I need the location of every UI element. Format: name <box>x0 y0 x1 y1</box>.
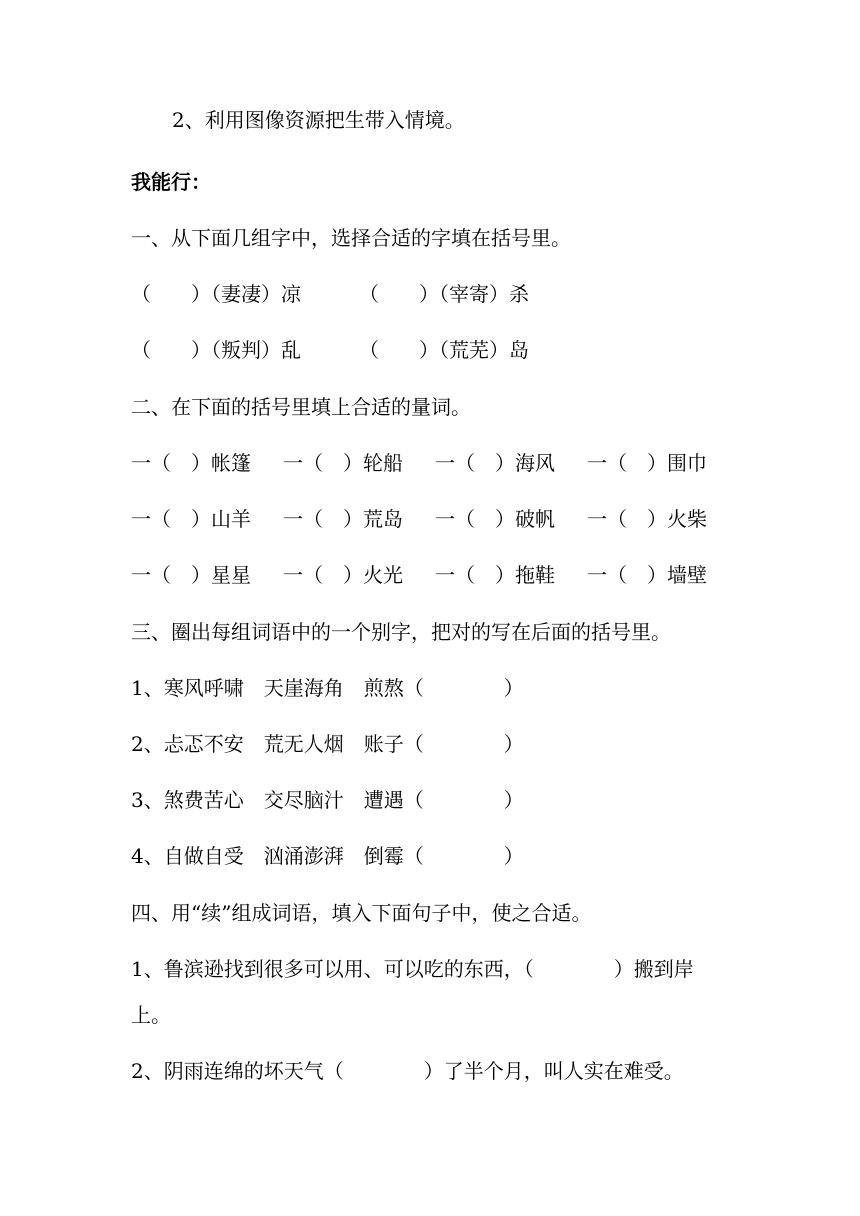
section-3-item: 3、煞费苦心 交尽脑汁 遭遇（ ） <box>131 788 524 812</box>
section-2-item: 一（ ）围巾 <box>587 451 707 475</box>
section-2-title: 二、在下面的括号里填上合适的量词。 <box>131 395 471 419</box>
intro-item-2: 2、利用图像资源把生带入情境。 <box>172 108 465 132</box>
section-2-item: 一（ ）墙壁 <box>587 563 707 587</box>
section-2-item: 一（ ）荒岛 <box>283 507 403 531</box>
section-4-item-1-line-1: 1、鲁滨逊找到很多可以用、可以吃的东西，（ ）搬到岸 <box>131 957 694 981</box>
section-2-item: 一（ ）轮船 <box>283 451 403 475</box>
section-2-item: 一（ ）星星 <box>131 563 251 587</box>
section-2-item: 一（ ）山羊 <box>131 507 251 531</box>
section-2-item: 一（ ）火柴 <box>587 507 707 531</box>
section-1-item: （ ）（荒芜）岛 <box>359 338 529 362</box>
section-4-item-2: 2、阴雨连绵的坏天气（ ）了半个月，叫人实在难受。 <box>131 1059 684 1083</box>
section-2-item: 一（ ）火光 <box>283 563 403 587</box>
section-3-item: 2、忐忑不安 荒无人烟 账子（ ） <box>131 732 524 756</box>
section-1-title: 一、从下面几组字中，选择合适的字填在括号里。 <box>131 226 571 250</box>
section-3-title: 三、圈出每组词语中的一个别字，把对的写在后面的括号里。 <box>131 620 671 644</box>
section-1-item: （ ）（宰寄）杀 <box>359 282 529 306</box>
section-2-item: 一（ ）拖鞋 <box>435 563 555 587</box>
section-2-item: 一（ ）破帆 <box>435 507 555 531</box>
heading-i-can: 我能行： <box>131 170 211 194</box>
section-3-item: 4、自做自受 汹涌澎湃 倒霉（ ） <box>131 844 524 868</box>
section-4-item-1-line-2: 上。 <box>131 1003 171 1027</box>
section-1-item: （ ）（妻凄）凉 <box>131 282 301 306</box>
section-4-title: 四、用“续”组成词语，填入下面句子中，使之合适。 <box>131 901 592 925</box>
section-1-item: （ ）（叛判）乱 <box>131 338 301 362</box>
section-3-item: 1、寒风呼啸 天崖海角 煎熬（ ） <box>131 676 524 700</box>
section-2-item: 一（ ）海风 <box>435 451 555 475</box>
section-2-item: 一（ ）帐篷 <box>131 451 251 475</box>
